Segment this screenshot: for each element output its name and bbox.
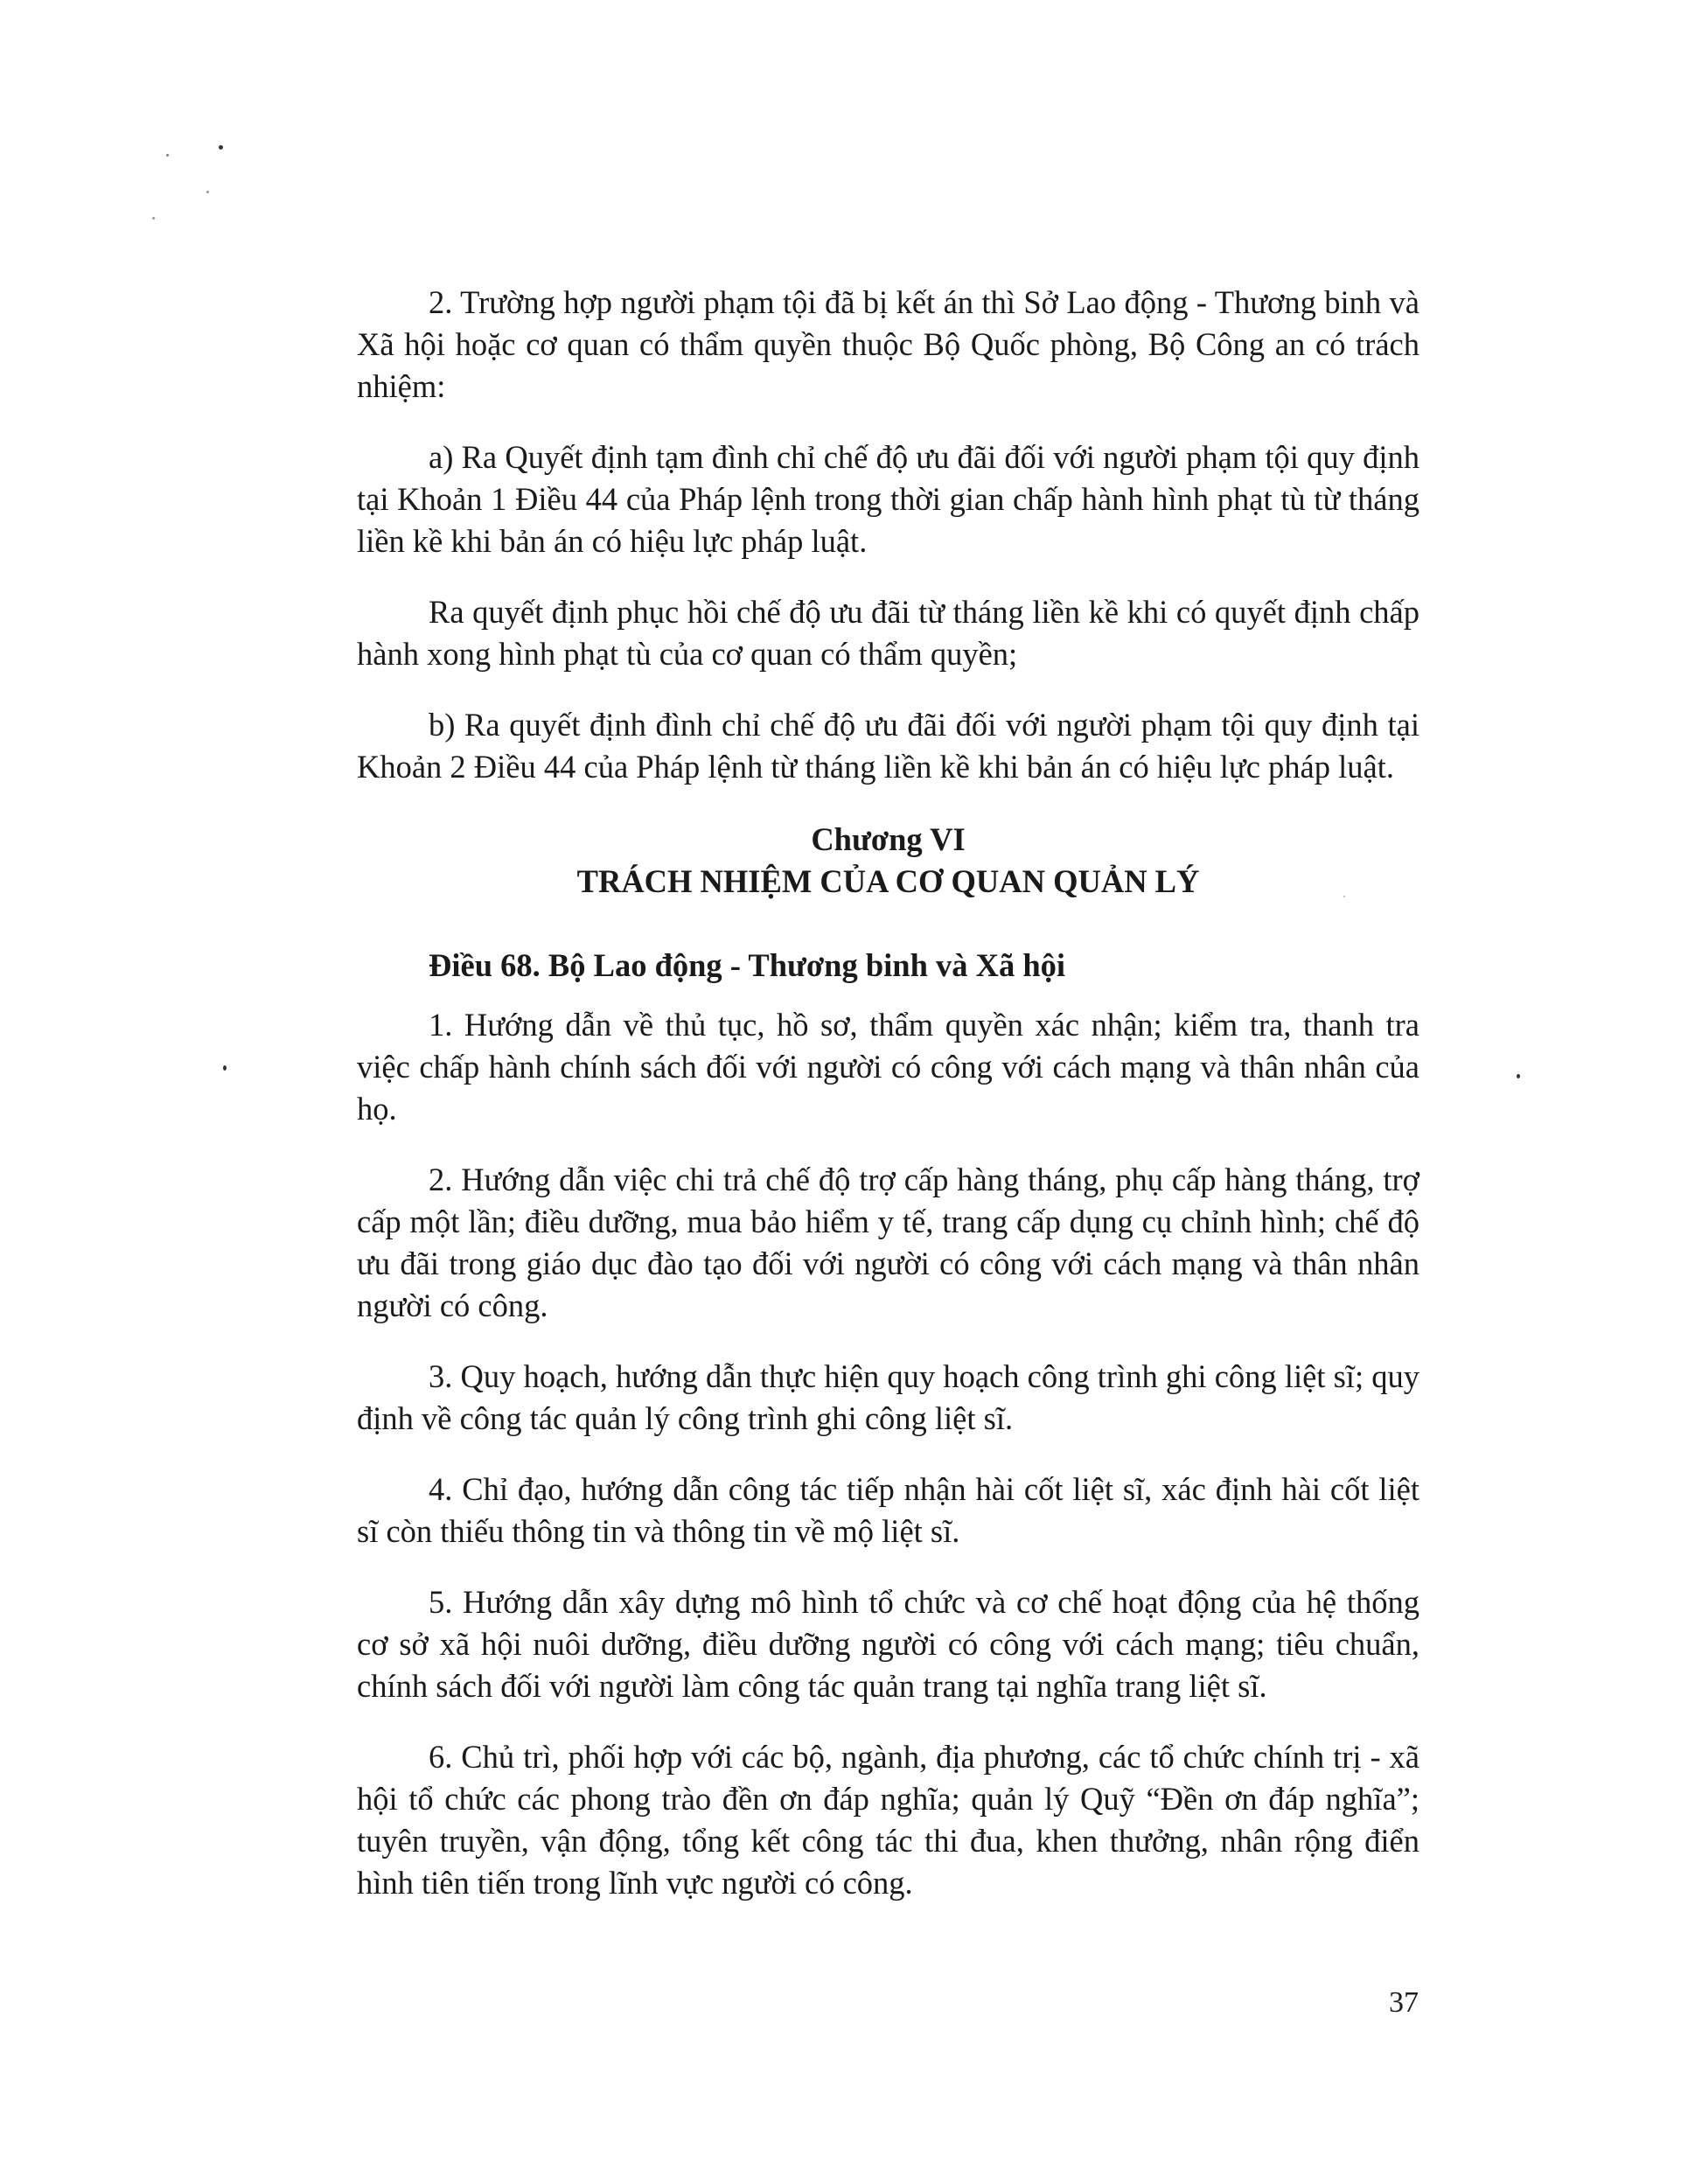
article-item: 3. Quy hoạch, hướng dẫn thực hiện quy hoạch công trình ghi công liệt sĩ; quy định về công tác quản lý công trình ghi công liệt sĩ.	[357, 1358, 1419, 1436]
article-item: 6. Chủ trì, phối hợp với các bộ, ngành, địa phương, các tổ chức chính trị - xã hội tổ chức các phong trào đền ơn đáp nghĩa; quản lý Quỹ “Đền ơn đáp nghĩa”; tuyên truyền, vận động, tổng kết công tác thi đua, khen thưởng, nhân rộng điển hình tiên tiến trong lĩnh vực người có công.	[357, 1739, 1419, 1901]
paragraph: 2. Trường hợp người phạm tội đã bị kết án thì Sở Lao động - Thương binh và Xã hội hoặc cơ quan có thẩm quyền thuộc Bộ Quốc phòng, Bộ Công an có trách nhiệm:	[357, 284, 1419, 404]
page-number: 37	[1389, 1986, 1419, 2019]
article-item: 1. Hướng dẫn về thủ tục, hồ sơ, thẩm quyền xác nhận; kiểm tra, thanh tra việc chấp hành chính sách đối với người có công với cách mạng và thân nhân của họ.	[357, 1007, 1419, 1127]
scan-speck	[166, 154, 169, 157]
chapter-title: TRÁCH NHIỆM CỦA CƠ QUAN QUẢN LÝ	[576, 863, 1200, 899]
scan-speck	[152, 217, 155, 220]
article-item: 5. Hướng dẫn xây dựng mô hình tổ chức và cơ chế hoạt động của hệ thống cơ sở xã hội nuôi dưỡng, điều dưỡng người có công với cách mạng; tiêu chuẩn, chính sách đối với người làm công tác quản trang tại nghĩa trang liệt sĩ.	[357, 1584, 1419, 1704]
article-item: 2. Hướng dẫn việc chi trả chế độ trợ cấp hàng tháng, phụ cấp hàng tháng, trợ cấp một lần; điều dưỡng, mua bảo hiểm y tế, trang cấp dụng cụ chỉnh hình; chế độ ưu đãi trong giáo dục đào tạo đối với người có công với cách mạng và thân nhân người có công.	[357, 1162, 1419, 1323]
chapter-number: Chương VI	[811, 821, 966, 857]
scan-speck	[223, 1065, 227, 1071]
document-body	[357, 282, 1419, 1933]
scan-speck	[1517, 1074, 1520, 1078]
paragraph: b) Ra quyết định đình chỉ chế độ ưu đãi đối với người phạm tội quy định tại Khoản 2 Điều 44 của Pháp lệnh từ tháng liền kề khi bản án có hiệu lực pháp luật.	[357, 707, 1419, 785]
paragraph: a) Ra Quyết định tạm đình chỉ chế độ ưu đãi đối với người phạm tội quy định tại Khoản 1 Điều 44 của Pháp lệnh trong thời gian chấp hành hình phạt tù từ tháng liền kề khi bản án có hiệu lực pháp luật.	[357, 439, 1419, 559]
scan-speck	[206, 191, 209, 193]
article-heading: Điều 68. Bộ Lao động - Thương binh và Xã hội	[429, 947, 1066, 983]
paragraph: Ra quyết định phục hồi chế độ ưu đãi từ tháng liền kề khi có quyết định chấp hành xong hình phạt tù của cơ quan có thẩm quyền;	[357, 594, 1419, 672]
scan-speck	[219, 145, 223, 150]
article-item: 4. Chỉ đạo, hướng dẫn công tác tiếp nhận hài cốt liệt sĩ, xác định hài cốt liệt sĩ còn thiếu thông tin và thông tin về mộ liệt sĩ.	[357, 1471, 1419, 1549]
